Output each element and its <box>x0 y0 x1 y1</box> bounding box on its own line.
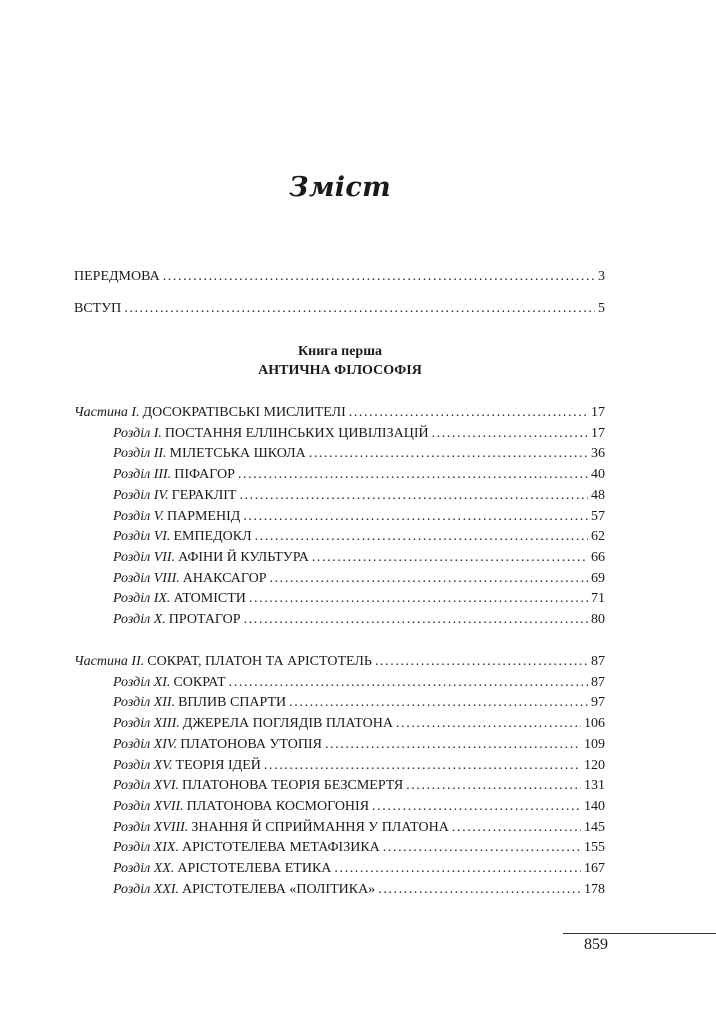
toc-entry-label: АНАКСАГОР <box>182 570 267 586</box>
toc-entry-prefix: Розділ XXI. <box>113 881 179 897</box>
dot-leader <box>243 508 588 526</box>
toc-entry-label: ТЕОРІЯ ІДЕЙ <box>175 757 261 773</box>
toc-entry-page: 36 <box>591 446 605 462</box>
toc-chapter-entry[interactable] <box>113 736 605 754</box>
toc-entry-prefix: Розділ III. <box>113 467 172 483</box>
toc-entry-prefix: Розділ XVII. <box>113 798 184 814</box>
toc-part-entry[interactable] <box>74 653 605 671</box>
toc-entry-prefix: Розділ XI. <box>113 674 171 690</box>
toc-entry-page: 120 <box>584 757 605 773</box>
dot-leader <box>229 674 588 692</box>
toc-entry-page: 57 <box>591 508 605 524</box>
toc-entry-page: 5 <box>598 301 605 316</box>
toc-entry-page: 178 <box>584 881 605 897</box>
dot-leader <box>396 715 581 733</box>
toc-chapter-entry[interactable] <box>113 466 605 484</box>
toc-chapter-entry[interactable] <box>113 425 605 443</box>
toc-entry-foreword[interactable] <box>74 268 605 286</box>
toc-chapter-entry[interactable] <box>113 777 605 795</box>
toc-chapter-entry[interactable] <box>113 508 605 526</box>
dot-leader <box>375 653 588 671</box>
toc-entry-label: СОКРАТ, ПЛАТОН ТА АРІСТОТЕЛЬ <box>147 654 372 669</box>
toc-entry-label: АРІСТОТЕЛЕВА «ПОЛІТИКА» <box>181 881 376 897</box>
toc-entry-page: 80 <box>591 612 605 627</box>
dot-leader <box>383 839 581 857</box>
toc-entry-label: ПРОТАГОР <box>168 612 241 627</box>
toc-entry-page: 106 <box>584 716 605 732</box>
toc-entry-label: ГЕРАКЛІТ <box>171 487 237 503</box>
toc-entry-label: ЗНАННЯ Й СПРИЙМАННЯ У ПЛАТОНА <box>191 819 449 835</box>
dot-leader <box>432 425 588 443</box>
toc-chapter-entry[interactable] <box>113 570 605 588</box>
dot-leader <box>239 487 588 505</box>
toc-chapter-entry[interactable] <box>113 881 605 899</box>
toc-entry-prefix: Розділ IV. <box>113 487 169 503</box>
page-title: Зміст <box>289 172 391 203</box>
toc-chapter-entry[interactable] <box>113 487 605 505</box>
dot-leader <box>249 590 588 608</box>
toc-entry-prefix: Розділ II. <box>113 446 167 462</box>
toc-entry-page: 145 <box>584 819 605 835</box>
toc-entry-label: ПАРМЕНІД <box>166 508 241 524</box>
toc-entry-page: 66 <box>591 549 605 565</box>
toc-chapter-entry[interactable] <box>113 798 605 816</box>
dot-leader <box>312 549 588 567</box>
dot-leader <box>289 694 588 712</box>
toc-entry-prefix: Розділ XIX. <box>113 840 179 856</box>
toc-entry-page: 87 <box>591 674 605 690</box>
book-subtitle: АНТИЧНА ФІЛОСОФІЯ <box>258 363 422 378</box>
toc-entry-prefix: Розділ XII. <box>113 695 176 711</box>
toc-entry-label: ПЛАТОНОВА ТЕОРІЯ БЕЗСМЕРТЯ <box>181 778 404 794</box>
footer-rule <box>563 933 716 934</box>
toc-entry-prefix: Розділ X. <box>113 612 166 627</box>
dot-leader <box>452 819 581 837</box>
dot-leader <box>349 404 588 422</box>
toc-chapter-entry[interactable] <box>113 445 605 463</box>
toc-entry-prefix: Частина II. <box>74 654 145 669</box>
toc-entry-prefix: Розділ VI. <box>113 529 171 545</box>
toc-entry-page: 97 <box>591 695 605 711</box>
toc-entry-page: 62 <box>591 529 605 545</box>
toc-entry-page: 155 <box>584 840 605 856</box>
toc-entry-prefix: Розділ XVIII. <box>113 819 189 835</box>
toc-entry-label: СОКРАТ <box>173 674 226 690</box>
toc-entry-prefix: Розділ XX. <box>113 861 175 876</box>
dot-leader <box>378 881 581 899</box>
page-number: 859 <box>584 936 608 953</box>
dot-leader <box>372 798 581 816</box>
toc-entry-page: 48 <box>591 487 605 503</box>
toc-entry-label: АТОМІСТИ <box>173 591 246 607</box>
dot-leader <box>238 466 588 484</box>
toc-chapter-entry[interactable] <box>113 694 605 712</box>
toc-entry-introduction[interactable] <box>74 300 605 318</box>
toc-entry-label: ПІФАГОР <box>174 467 235 483</box>
dot-leader <box>309 445 588 463</box>
toc-entry-label: МІЛЕТСЬКА ШКОЛА <box>169 446 306 462</box>
toc-entry-page: 3 <box>598 269 605 284</box>
toc-entry-label: ВСТУП <box>74 301 122 316</box>
toc-entry-page: 40 <box>591 467 605 483</box>
toc-entry-label: ПЛАТОНОВА УТОПІЯ <box>180 736 322 752</box>
toc-entry-prefix: Розділ XIV. <box>113 736 178 752</box>
toc-entry-page: 71 <box>591 591 605 607</box>
dot-leader <box>269 570 588 588</box>
toc-entry-label: ДЖЕРЕЛА ПОГЛЯДІВ ПЛАТОНА <box>182 716 393 732</box>
toc-entry-page: 140 <box>584 798 605 814</box>
dot-leader <box>255 528 588 546</box>
toc-entry-page: 167 <box>584 861 605 876</box>
toc-entry-prefix: Частина I. <box>74 405 140 420</box>
toc-entry-label: ЕМПЕДОКЛ <box>173 529 252 545</box>
toc-chapter-entry[interactable] <box>113 715 605 733</box>
dot-leader <box>264 757 581 775</box>
toc-chapter-entry[interactable] <box>113 528 605 546</box>
toc-part-entry[interactable] <box>74 404 605 422</box>
toc-chapter-entry[interactable] <box>113 839 605 857</box>
toc-chapter-entry[interactable] <box>113 860 605 878</box>
toc-chapter-entry[interactable] <box>113 611 605 629</box>
toc-entry-label: ПЕРЕДМОВА <box>74 269 160 284</box>
dot-leader <box>334 860 581 878</box>
toc-entry-page: 131 <box>584 778 605 794</box>
toc-entry-prefix: Розділ XVI. <box>113 778 179 794</box>
toc-chapter-entry[interactable] <box>113 590 605 608</box>
toc-entry-prefix: Розділ IX. <box>113 591 171 607</box>
toc-entry-page: 109 <box>584 736 605 752</box>
dot-leader <box>406 777 581 795</box>
toc-entry-page: 17 <box>591 405 605 420</box>
toc-entry-prefix: Розділ VII. <box>113 549 176 565</box>
toc-entry-label: ПЛАТОНОВА КОСМОГОНІЯ <box>186 798 370 814</box>
toc-entry-label: АРІСТОТЕЛЕВА ЕТИКА <box>177 861 332 876</box>
toc-entry-prefix: Розділ VIII. <box>113 570 180 586</box>
toc-entry-prefix: Розділ I. <box>113 425 162 441</box>
toc-chapter-entry[interactable] <box>113 674 605 692</box>
dot-leader <box>124 300 595 318</box>
toc-entry-page: 17 <box>591 425 605 441</box>
dot-leader <box>244 611 588 629</box>
toc-entry-label: АФІНИ Й КУЛЬТУРА <box>178 549 309 565</box>
toc-entry-label: АРІСТОТЕЛЕВА МЕТАФІЗИКА <box>181 840 380 856</box>
toc-chapter-entry[interactable] <box>113 757 605 775</box>
toc-entry-page: 69 <box>591 570 605 586</box>
toc-chapter-entry[interactable] <box>113 549 605 567</box>
book-heading: Книга перша <box>297 344 383 359</box>
toc-entry-label: ВПЛИВ СПАРТИ <box>178 695 287 711</box>
dot-leader <box>163 268 595 286</box>
toc-entry-prefix: Розділ V. <box>113 508 164 524</box>
toc-entry-label: ДОСОКРАТІВСЬКІ МИСЛИТЕЛІ <box>142 405 346 420</box>
toc-chapter-entry[interactable] <box>113 819 605 837</box>
toc-entry-label: ПОСТАННЯ ЕЛЛІНСЬКИХ ЦИВІЛІЗАЦІЙ <box>164 425 429 441</box>
dot-leader <box>325 736 581 754</box>
toc-entry-prefix: Розділ XV. <box>113 757 173 773</box>
toc-entry-prefix: Розділ XIII. <box>113 716 180 732</box>
toc-entry-page: 87 <box>591 654 605 669</box>
